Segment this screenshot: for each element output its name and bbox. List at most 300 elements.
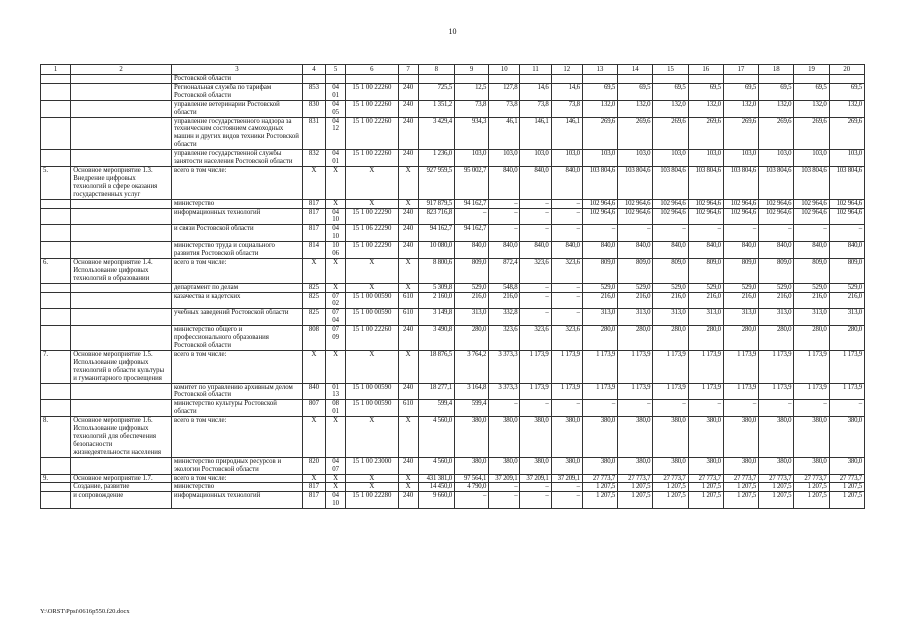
executor-cell: управление ветеринарии Ростовской области — [171, 100, 302, 117]
amount-cell: 380,0 — [794, 417, 829, 458]
amount-cell: – — [489, 400, 520, 417]
amount-cell: – — [520, 225, 551, 242]
target-article-cell: 15 1 00 22290 — [346, 242, 398, 259]
expense-type-cell: 240 — [398, 208, 418, 225]
program-measure-cell — [71, 208, 172, 225]
amount-cell: 132,0 — [653, 100, 688, 117]
amount-cell: 380,0 — [551, 457, 582, 474]
amount-cell: 3 373,3 — [489, 350, 520, 383]
amount-cell: 840,0 — [489, 242, 520, 259]
amount-cell: 103 804,6 — [829, 166, 864, 199]
amount-cell: 103,0 — [653, 150, 688, 167]
amount-cell: 103,0 — [454, 150, 488, 167]
expense-type-cell: 240 — [398, 242, 418, 259]
amount-cell: 840,0 — [582, 242, 617, 259]
program-measure-cell — [71, 117, 172, 150]
amount-cell: 103,0 — [618, 150, 653, 167]
amount-cell: 323,6 — [520, 326, 551, 351]
amount-cell: – — [618, 400, 653, 417]
executor-cell: Региональная служба по тарифам Ростовской области — [171, 83, 302, 100]
amount-cell: 216,0 — [794, 292, 829, 309]
amount-cell: 27 773,7 — [653, 474, 688, 483]
amount-cell: 840,0 — [653, 242, 688, 259]
amount-cell: 102 964,6 — [829, 208, 864, 225]
amount-cell: 280,0 — [723, 326, 758, 351]
amount-cell — [794, 75, 829, 84]
amount-cell: 1 173,9 — [551, 350, 582, 383]
executor-cell: всего в том числе: — [171, 166, 302, 199]
amount-cell: 313,0 — [618, 309, 653, 326]
executor-cell: Ростовской области — [171, 75, 302, 84]
section-code-cell: 08 01 — [326, 400, 346, 417]
executor-cell: всего в том числе: — [171, 258, 302, 283]
amount-cell: – — [489, 225, 520, 242]
amount-cell: 46,1 — [489, 117, 520, 150]
executor-cell: информационных технологий — [171, 208, 302, 225]
amount-cell: – — [551, 283, 582, 292]
target-article-cell: X — [346, 199, 398, 208]
amount-cell: 1 207,5 — [688, 492, 723, 509]
amount-cell: 69,5 — [653, 83, 688, 100]
column-number-16: 16 — [688, 65, 723, 75]
amount-cell: 216,0 — [688, 292, 723, 309]
amount-cell — [653, 75, 688, 84]
executor-cell: министерство культуры Ростовской области — [171, 400, 302, 417]
row-number-cell: 5. — [41, 166, 71, 199]
grbs-code-cell: 830 — [302, 100, 325, 117]
section-code-cell: 04 01 — [326, 150, 346, 167]
expense-type-cell: X — [398, 166, 418, 199]
amount-cell: 380,0 — [582, 457, 617, 474]
executor-cell: министерство труда и социального развития Ростовской области — [171, 242, 302, 259]
amount-cell: 380,0 — [688, 417, 723, 458]
amount-cell: – — [551, 483, 582, 492]
amount-cell: – — [489, 492, 520, 509]
expense-type-cell: 240 — [398, 225, 418, 242]
amount-cell: 1 351,2 — [418, 100, 454, 117]
amount-cell: 18 876,5 — [418, 350, 454, 383]
executor-cell: всего в том числе: — [171, 350, 302, 383]
amount-cell: 103 804,6 — [688, 166, 723, 199]
amount-cell: 529,0 — [582, 283, 617, 292]
amount-cell: 1 173,9 — [618, 383, 653, 400]
amount-cell — [723, 75, 758, 84]
program-measure-cell — [71, 100, 172, 117]
column-number-1: 1 — [41, 65, 71, 75]
row-number-cell: 9. — [41, 474, 71, 483]
amount-cell: 380,0 — [794, 457, 829, 474]
grbs-code-cell: X — [302, 474, 325, 483]
amount-cell: 1 173,9 — [759, 383, 794, 400]
amount-cell: 380,0 — [723, 417, 758, 458]
amount-cell: 380,0 — [759, 417, 794, 458]
amount-cell: 380,0 — [688, 457, 723, 474]
amount-cell: 280,0 — [794, 326, 829, 351]
amount-cell — [489, 75, 520, 84]
column-number-11: 11 — [520, 65, 551, 75]
amount-cell: 280,0 — [618, 326, 653, 351]
row-number-cell — [41, 225, 71, 242]
amount-cell: – — [551, 225, 582, 242]
row-number-cell — [41, 457, 71, 474]
table-row — [41, 242, 865, 259]
target-article-cell: 15 1 00 22260 — [346, 100, 398, 117]
amount-cell: 380,0 — [520, 417, 551, 458]
program-measure-cell — [71, 326, 172, 351]
row-number-cell — [41, 383, 71, 400]
amount-cell: 103 804,6 — [723, 166, 758, 199]
amount-cell: 1 173,9 — [582, 383, 617, 400]
amount-cell: 102 964,6 — [829, 199, 864, 208]
expense-type-cell: 240 — [398, 383, 418, 400]
section-code-cell — [326, 75, 346, 84]
expense-type-cell: 240 — [398, 100, 418, 117]
section-code-cell: 01 13 — [326, 383, 346, 400]
amount-cell: 1 236,0 — [418, 150, 454, 167]
amount-cell: 529,0 — [618, 283, 653, 292]
amount-cell: 280,0 — [653, 326, 688, 351]
amount-cell: 313,0 — [653, 309, 688, 326]
amount-cell: 27 773,7 — [688, 474, 723, 483]
amount-cell: 840,0 — [551, 166, 582, 199]
table-row — [41, 100, 865, 117]
column-number-19: 19 — [794, 65, 829, 75]
section-code-cell: 07 09 — [326, 326, 346, 351]
amount-cell: 103 804,6 — [653, 166, 688, 199]
amount-cell: 280,0 — [454, 326, 488, 351]
program-measure-cell: Основное мероприятие 1.5. Использование цифровых технологий в области культуры и гуманитарного просвещения — [71, 350, 172, 383]
expense-type-cell: 240 — [398, 326, 418, 351]
amount-cell: 840,0 — [723, 242, 758, 259]
amount-cell: 69,5 — [759, 83, 794, 100]
amount-cell: 1 173,9 — [829, 350, 864, 383]
grbs-code-cell: 825 — [302, 283, 325, 292]
amount-cell: 69,5 — [723, 83, 758, 100]
amount-cell: – — [688, 400, 723, 417]
amount-cell: – — [520, 483, 551, 492]
amount-cell: 313,0 — [454, 309, 488, 326]
amount-cell: 313,0 — [794, 309, 829, 326]
amount-cell: 94 162,7 — [454, 199, 488, 208]
amount-cell: 809,0 — [618, 258, 653, 283]
expense-type-cell: 240 — [398, 117, 418, 150]
table-row — [41, 283, 865, 292]
amount-cell: 927 959,5 — [418, 166, 454, 199]
section-code-cell: 04 01 — [326, 83, 346, 100]
section-code-cell: X — [326, 483, 346, 492]
amount-cell: 27 773,7 — [723, 474, 758, 483]
amount-cell: 840,0 — [520, 242, 551, 259]
row-number-cell: 6. — [41, 258, 71, 283]
amount-cell: 9 660,0 — [418, 492, 454, 509]
amount-cell: 2 160,0 — [418, 292, 454, 309]
amount-cell: 102 964,6 — [618, 199, 653, 208]
amount-cell: 94 162,7 — [454, 225, 488, 242]
grbs-code-cell — [302, 75, 325, 84]
table-row — [41, 326, 865, 351]
column-number-4: 4 — [302, 65, 325, 75]
table-row — [41, 474, 865, 483]
amount-cell: 269,6 — [582, 117, 617, 150]
target-article-cell: X — [346, 283, 398, 292]
amount-cell: 1 173,9 — [688, 383, 723, 400]
grbs-code-cell: 814 — [302, 242, 325, 259]
amount-cell: 431 381,0 — [418, 474, 454, 483]
row-number-cell — [41, 75, 71, 84]
expense-type-cell: 610 — [398, 292, 418, 309]
amount-cell: – — [520, 492, 551, 509]
amount-cell: 103,0 — [582, 150, 617, 167]
amount-cell: 102 964,6 — [688, 208, 723, 225]
amount-cell: 529,0 — [759, 283, 794, 292]
amount-cell: 102 964,6 — [794, 199, 829, 208]
amount-cell: 102 964,6 — [759, 199, 794, 208]
section-code-cell: X — [326, 474, 346, 483]
executor-cell: департамент по делам — [171, 283, 302, 292]
amount-cell: – — [489, 208, 520, 225]
amount-cell: 18 277,1 — [418, 383, 454, 400]
target-article-cell: X — [346, 166, 398, 199]
table-row — [41, 166, 865, 199]
row-number-cell — [41, 492, 71, 509]
program-measure-cell — [71, 292, 172, 309]
amount-cell: 1 207,5 — [794, 483, 829, 492]
amount-cell: 1 207,5 — [759, 483, 794, 492]
section-code-cell: 10 06 — [326, 242, 346, 259]
target-article-cell: 15 1 00 22260 — [346, 117, 398, 150]
amount-cell: 1 207,5 — [794, 492, 829, 509]
column-number-row — [41, 65, 865, 75]
table-row — [41, 309, 865, 326]
expense-type-cell: 240 — [398, 457, 418, 474]
target-article-cell — [346, 75, 398, 84]
table-row — [41, 492, 865, 509]
amount-cell: 27 773,7 — [618, 474, 653, 483]
section-code-cell: X — [326, 199, 346, 208]
amount-cell: – — [520, 199, 551, 208]
amount-cell: 840,0 — [520, 166, 551, 199]
table-row — [41, 199, 865, 208]
amount-cell: 269,6 — [723, 117, 758, 150]
amount-cell: 27 773,7 — [794, 474, 829, 483]
amount-cell: 1 173,9 — [723, 383, 758, 400]
amount-cell: 529,0 — [829, 283, 864, 292]
amount-cell: 94 162,7 — [418, 225, 454, 242]
amount-cell: 103,0 — [829, 150, 864, 167]
amount-cell: 380,0 — [551, 417, 582, 458]
table-row — [41, 400, 865, 417]
amount-cell: 3 149,8 — [418, 309, 454, 326]
row-number-cell — [41, 208, 71, 225]
amount-cell: 27 773,7 — [829, 474, 864, 483]
row-number-cell — [41, 400, 71, 417]
amount-cell: 529,0 — [723, 283, 758, 292]
program-measure-cell — [71, 400, 172, 417]
amount-cell: 4 560,0 — [418, 417, 454, 458]
amount-cell: 809,0 — [829, 258, 864, 283]
program-measure-cell — [71, 225, 172, 242]
amount-cell: 3 164,8 — [454, 383, 488, 400]
executor-cell: управление государственного надзора за техническим состоянием самоходных машин и других видов техники Ростовской области — [171, 117, 302, 150]
amount-cell: 1 173,9 — [759, 350, 794, 383]
amount-cell: – — [688, 225, 723, 242]
amount-cell: 809,0 — [723, 258, 758, 283]
column-number-20: 20 — [829, 65, 864, 75]
amount-cell: 37 209,1 — [520, 474, 551, 483]
amount-cell: 97 564,1 — [454, 474, 488, 483]
target-article-cell: 15 1 00 22260 — [346, 326, 398, 351]
target-article-cell: 15 1 00 22290 — [346, 208, 398, 225]
amount-cell: 8 800,6 — [418, 258, 454, 283]
grbs-code-cell: 817 — [302, 483, 325, 492]
amount-cell: – — [489, 483, 520, 492]
expense-type-cell: X — [398, 199, 418, 208]
program-measure-cell: Основное мероприятие 1.3. Внедрение цифровых технологий в сфере оказания государственных услуг — [71, 166, 172, 199]
amount-cell: 146,1 — [520, 117, 551, 150]
section-code-cell: 04 10 — [326, 225, 346, 242]
amount-cell: 132,0 — [723, 100, 758, 117]
amount-cell: 27 773,7 — [759, 474, 794, 483]
amount-cell: 103 804,6 — [582, 166, 617, 199]
amount-cell: 127,8 — [489, 83, 520, 100]
grbs-code-cell: 832 — [302, 150, 325, 167]
expense-type-cell — [398, 75, 418, 84]
table-row — [41, 417, 865, 458]
amount-cell: 103 804,6 — [759, 166, 794, 199]
amount-cell: 37 209,1 — [551, 474, 582, 483]
section-code-cell: X — [326, 417, 346, 458]
amount-cell: 1 173,9 — [688, 350, 723, 383]
executor-cell: министерство — [171, 483, 302, 492]
amount-cell: 1 173,9 — [653, 350, 688, 383]
program-measure-cell: Основное мероприятие 1.4. Использование цифровых технологий в образовании — [71, 258, 172, 283]
amount-cell: 1 173,9 — [520, 383, 551, 400]
amount-cell: 103,0 — [723, 150, 758, 167]
executor-cell: всего в том числе: — [171, 474, 302, 483]
executor-cell: министерство общего и профессионального образования Ростовской области — [171, 326, 302, 351]
table-body — [41, 75, 865, 509]
amount-cell: 1 207,5 — [618, 492, 653, 509]
program-measure-cell — [71, 283, 172, 292]
amount-cell: 69,5 — [618, 83, 653, 100]
amount-cell: 102 964,6 — [794, 208, 829, 225]
amount-cell: 103,0 — [489, 150, 520, 167]
amount-cell: 269,6 — [829, 117, 864, 150]
expense-type-cell: X — [398, 283, 418, 292]
amount-cell: – — [520, 309, 551, 326]
row-number-cell — [41, 309, 71, 326]
amount-cell: 809,0 — [688, 258, 723, 283]
amount-cell: 313,0 — [723, 309, 758, 326]
budget-table — [40, 64, 865, 509]
expense-type-cell: X — [398, 258, 418, 283]
amount-cell: 529,0 — [794, 283, 829, 292]
amount-cell: 1 207,5 — [829, 492, 864, 509]
amount-cell: 216,0 — [454, 292, 488, 309]
expense-type-cell: 240 — [398, 492, 418, 509]
amount-cell: 1 173,9 — [582, 350, 617, 383]
grbs-code-cell: 807 — [302, 400, 325, 417]
amount-cell: – — [759, 400, 794, 417]
section-code-cell: 04 07 — [326, 457, 346, 474]
target-article-cell: X — [346, 417, 398, 458]
amount-cell: 1 173,9 — [520, 350, 551, 383]
page-number: 10 — [448, 27, 457, 36]
amount-cell: 102 964,6 — [653, 208, 688, 225]
table-row — [41, 150, 865, 167]
executor-cell: и связи Ростовской области — [171, 225, 302, 242]
column-number-15: 15 — [653, 65, 688, 75]
amount-cell: 323,6 — [520, 258, 551, 283]
target-article-cell: 15 1 00 00590 — [346, 292, 398, 309]
table-row — [41, 117, 865, 150]
amount-cell: 380,0 — [454, 417, 488, 458]
target-article-cell: 15 1 00 00590 — [346, 309, 398, 326]
amount-cell: 1 207,5 — [759, 492, 794, 509]
amount-cell: 529,0 — [653, 283, 688, 292]
executor-cell: комитет по управлению архивным делом Ростовской области — [171, 383, 302, 400]
amount-cell: – — [520, 283, 551, 292]
amount-cell: 10 080,0 — [418, 242, 454, 259]
amount-cell: 313,0 — [582, 309, 617, 326]
column-number-7: 7 — [398, 65, 418, 75]
amount-cell: 103 804,6 — [618, 166, 653, 199]
amount-cell: – — [551, 492, 582, 509]
amount-cell: 840,0 — [618, 242, 653, 259]
amount-cell: 1 173,9 — [794, 383, 829, 400]
amount-cell: – — [653, 400, 688, 417]
amount-cell: 37 209,1 — [489, 474, 520, 483]
amount-cell: 380,0 — [759, 457, 794, 474]
amount-cell: – — [829, 400, 864, 417]
target-article-cell: X — [346, 350, 398, 383]
expense-type-cell: X — [398, 417, 418, 458]
amount-cell: 216,0 — [759, 292, 794, 309]
executor-cell: учебных заведений Ростовской области — [171, 309, 302, 326]
row-number-cell — [41, 150, 71, 167]
row-number-cell — [41, 292, 71, 309]
section-code-cell: X — [326, 283, 346, 292]
amount-cell: 548,8 — [489, 283, 520, 292]
row-number-cell: 7. — [41, 350, 71, 383]
amount-cell: 323,6 — [551, 326, 582, 351]
grbs-code-cell: 820 — [302, 457, 325, 474]
column-number-3: 3 — [171, 65, 302, 75]
amount-cell: – — [794, 225, 829, 242]
amount-cell: 132,0 — [794, 100, 829, 117]
amount-cell: – — [723, 225, 758, 242]
amount-cell: 332,8 — [489, 309, 520, 326]
row-number-cell — [41, 326, 71, 351]
program-measure-cell — [71, 383, 172, 400]
section-code-cell: 04 10 — [326, 492, 346, 509]
amount-cell: 840,0 — [829, 242, 864, 259]
grbs-code-cell: X — [302, 166, 325, 199]
section-code-cell: 04 12 — [326, 117, 346, 150]
amount-cell: 216,0 — [618, 292, 653, 309]
amount-cell: 216,0 — [723, 292, 758, 309]
expense-type-cell: 610 — [398, 400, 418, 417]
amount-cell: 1 173,9 — [723, 350, 758, 383]
amount-cell: 132,0 — [618, 100, 653, 117]
expense-type-cell: 240 — [398, 150, 418, 167]
amount-cell: 1 173,9 — [653, 383, 688, 400]
amount-cell: – — [582, 225, 617, 242]
amount-cell: 840,0 — [688, 242, 723, 259]
amount-cell: 380,0 — [618, 417, 653, 458]
amount-cell: 840,0 — [794, 242, 829, 259]
amount-cell — [418, 75, 454, 84]
